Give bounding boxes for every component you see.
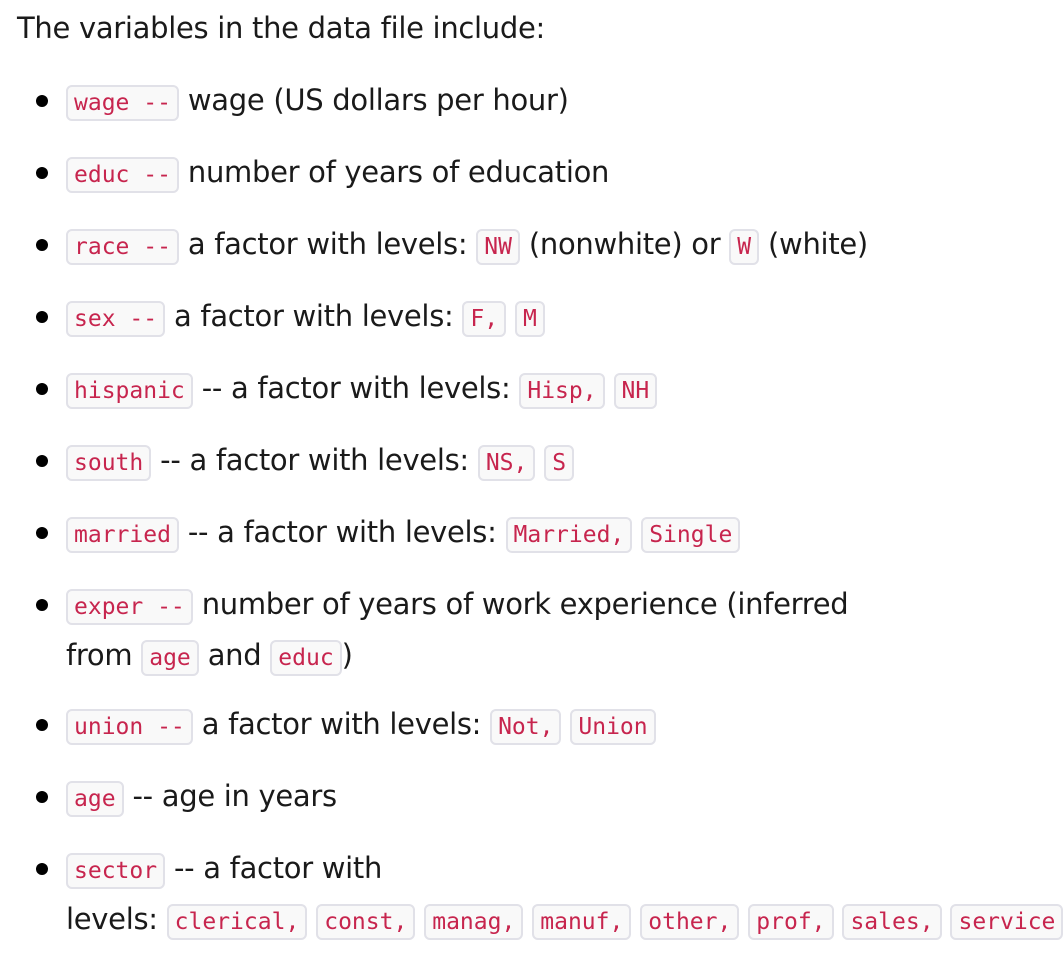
intro-text: The variables in the data file include: bbox=[17, 11, 546, 45]
variable-description: a factor with levels: bbox=[230, 371, 511, 405]
variable-description: a factor with bbox=[203, 851, 383, 885]
closing-paren: ) bbox=[341, 638, 353, 672]
continuation-prefix: levels: bbox=[66, 902, 158, 936]
variable-name: age bbox=[66, 781, 124, 817]
factor-level: Hisp, bbox=[519, 373, 604, 409]
factor-level: manag, bbox=[424, 904, 523, 940]
factor-level: Married, bbox=[506, 517, 633, 553]
list-item-married bbox=[66, 508, 1026, 559]
variable-name: union -- bbox=[66, 709, 193, 745]
variable-description: a factor with levels: bbox=[189, 443, 469, 477]
list-item-sex bbox=[66, 292, 1026, 343]
bullet-icon bbox=[36, 791, 48, 803]
list-item-south bbox=[66, 436, 1026, 487]
variable-name: hispanic bbox=[66, 373, 193, 409]
variable-description: number of years of work experience (inferred bbox=[201, 587, 849, 621]
continuation-prefix: from bbox=[66, 638, 133, 672]
bullet-icon bbox=[36, 863, 48, 875]
factor-level: S bbox=[544, 445, 574, 481]
factor-level: prof, bbox=[748, 904, 833, 940]
factor-level: other, bbox=[640, 904, 739, 940]
variable-name: married bbox=[66, 517, 179, 553]
bullet-icon bbox=[36, 599, 48, 611]
factor-level: Not, bbox=[490, 709, 561, 745]
list-item-hispanic bbox=[66, 364, 1026, 415]
factor-level: F, bbox=[462, 301, 506, 337]
factor-level: M bbox=[515, 301, 545, 337]
separator: -- bbox=[187, 515, 209, 549]
description-continuation bbox=[66, 895, 1056, 946]
separator: -- bbox=[132, 779, 153, 813]
bullet-icon bbox=[36, 311, 48, 323]
level-note: (nonwhite) or bbox=[528, 227, 721, 261]
bullet-icon bbox=[36, 383, 48, 395]
variable-description: a factor with levels: bbox=[201, 707, 482, 741]
variable-name: sector bbox=[66, 853, 165, 889]
list-item-sector bbox=[66, 844, 1056, 946]
factor-level: manuf, bbox=[532, 904, 631, 940]
variable-description: a factor with levels: bbox=[217, 515, 497, 549]
factor-level: Union bbox=[570, 709, 655, 745]
bullet-icon bbox=[36, 239, 48, 251]
variable-description: a factor with levels: bbox=[174, 299, 454, 333]
variable-name: wage -- bbox=[66, 85, 179, 121]
factor-level: clerical, bbox=[167, 904, 308, 940]
variable-reference: educ bbox=[270, 640, 341, 676]
list-item-union bbox=[66, 700, 1026, 751]
separator: -- bbox=[174, 851, 195, 885]
list-item-exper bbox=[66, 580, 1026, 682]
variable-reference: age bbox=[141, 640, 199, 676]
factor-level: W bbox=[729, 229, 759, 265]
list-item-race bbox=[66, 220, 1026, 271]
bullet-icon bbox=[36, 719, 48, 731]
factor-level: const, bbox=[316, 904, 415, 940]
joiner-text: and bbox=[207, 638, 262, 672]
list-item-educ bbox=[66, 148, 1026, 199]
factor-level: Single bbox=[641, 517, 740, 553]
variable-name: south bbox=[66, 445, 151, 481]
list-item-wage bbox=[66, 76, 1026, 127]
description-continuation bbox=[66, 631, 1026, 682]
bullet-icon bbox=[36, 95, 48, 107]
separator: -- bbox=[160, 443, 181, 477]
bullet-icon bbox=[36, 527, 48, 539]
variable-name: educ -- bbox=[66, 157, 179, 193]
bullet-icon bbox=[36, 167, 48, 179]
factor-level: sales, bbox=[842, 904, 941, 940]
factor-level: NS, bbox=[478, 445, 536, 481]
variable-name: sex -- bbox=[66, 301, 165, 337]
variable-name: race -- bbox=[66, 229, 179, 265]
variable-description: number of years of education bbox=[187, 155, 610, 189]
factor-level: NH bbox=[614, 373, 658, 409]
bullet-icon bbox=[36, 455, 48, 467]
variable-name: exper -- bbox=[66, 589, 193, 625]
variable-description: wage (US dollars per hour) bbox=[187, 83, 569, 117]
list-item-age bbox=[66, 772, 1026, 823]
factor-level: NW bbox=[476, 229, 520, 265]
variable-description: age in years bbox=[161, 779, 337, 813]
separator: -- bbox=[201, 371, 223, 405]
factor-level: service bbox=[950, 904, 1063, 940]
variable-description: a factor with levels: bbox=[187, 227, 468, 261]
level-note: (white) bbox=[768, 227, 868, 261]
